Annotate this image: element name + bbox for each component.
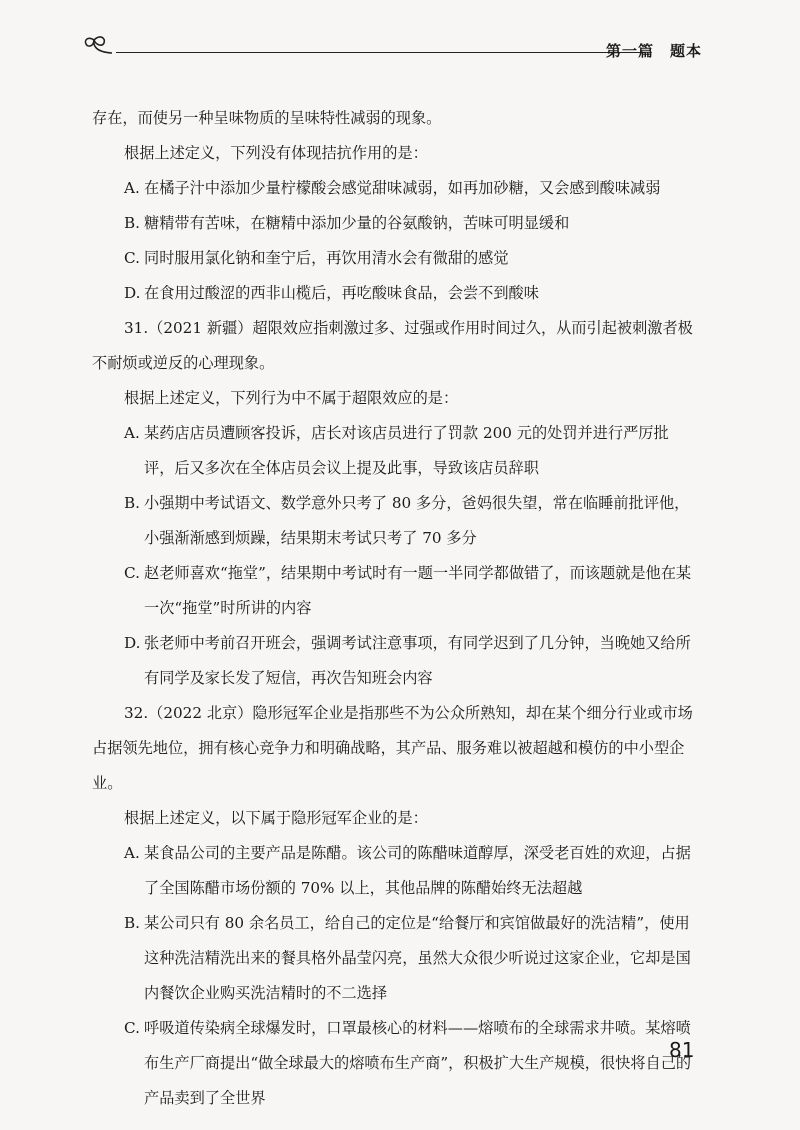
q32-prompt: 根据上述定义，以下属于隐形冠军企业的是： — [124, 809, 428, 827]
option-letter: A. — [124, 844, 140, 862]
section-title: 第一篇 题本 — [605, 42, 702, 60]
q30-prompt: 根据上述定义，下列没有体现拮抗作用的是： — [124, 144, 428, 162]
option-letter: D. — [124, 634, 141, 652]
option-text: 糖精带有苦味，在糖精中添加少量的谷氨酸钠，苦味可明显缓和 — [144, 214, 570, 232]
option-letter: B. — [124, 494, 140, 512]
option-text: 在橘子汁中添加少量柠檬酸会感觉甜味减弱，如再加砂糖，又会感到酸味减弱 — [144, 179, 661, 197]
q31-option-c — [124, 556, 696, 626]
option-text: 某公司只有 80 余名员工，给自己的定位是“给餐厅和宾馆做最好的洗洁精”，使用这种洗洁精洗出来的餐具格外晶莹闪亮，虽然大众很少听说过这家企业，它却是国内餐饮企业购买洗洁精时的不二选择 — [144, 914, 691, 1002]
option-text: 张老师中考前召开班会，强调考试注意事项，有同学迟到了几分钟，当晚她又给所有同学及家长发了短信，再次告知班会内容 — [144, 634, 691, 687]
page-content — [92, 101, 696, 1116]
option-text: 某药店店员遭顾客投诉，店长对该店员进行了罚款 200 元的处罚并进行严厉批评，后又多次在全体店员会议上提及此事，导致该店员辞职 — [144, 424, 669, 477]
q31-option-b — [124, 486, 696, 556]
option-letter: C. — [124, 564, 140, 582]
q31-option-d — [124, 626, 696, 696]
q30-option-d — [124, 276, 696, 311]
option-letter: C. — [124, 1019, 140, 1037]
q32-option-a — [124, 836, 696, 906]
option-letter: B. — [124, 214, 140, 232]
q31-prompt: 根据上述定义，下列行为中不属于超限效应的是： — [124, 389, 459, 407]
page-number: 81 — [669, 1038, 695, 1062]
q32-option-b — [124, 906, 696, 1011]
sprout-logo-icon — [82, 32, 122, 60]
option-text: 某食品公司的主要产品是陈醋。该公司的陈醋味道醇厚，深受老百姓的欢迎，占据了全国陈醋市场份额的 70% 以上，其他品牌的陈醋始终无法超越 — [144, 844, 691, 897]
option-letter: A. — [124, 424, 140, 442]
option-letter: A. — [124, 179, 140, 197]
q31-stem: 31.（2021 新疆）超限效应指刺激过多、过强或作用时间过久，从而引起被刺激者极不耐烦或逆反的心理现象。 — [92, 319, 693, 372]
option-text: 同时服用氯化钠和奎宁后，再饮用清水会有微甜的感觉 — [144, 249, 509, 267]
header-rule — [116, 52, 646, 53]
option-text: 赵老师喜欢“拖堂”，结果期中考试时有一题一半同学都做错了，而该题就是他在某一次“拖堂”时所讲的内容 — [144, 564, 692, 617]
option-text: 呼吸道传染病全球爆发时，口罩最核心的材料——熔喷布的全球需求井喷。某熔喷布生产厂商提出“做全球最大的熔喷布生产商”，积极扩大生产规模，很快将自己的产品卖到了全世界 — [144, 1019, 692, 1107]
q31-option-a — [124, 416, 696, 486]
option-letter: B. — [124, 914, 140, 932]
q31-options — [92, 416, 696, 696]
q32-options — [92, 836, 696, 1116]
q30-option-c — [124, 241, 696, 276]
q30-option-b — [124, 206, 696, 241]
option-letter: D. — [124, 284, 141, 302]
q30-continuation: 存在，而使另一种呈味物质的呈味特性减弱的现象。 — [92, 109, 442, 127]
q32-stem: 32.（2022 北京）隐形冠军企业是指那些不为公众所熟知，却在某个细分行业或市场占据领先地位，拥有核心竞争力和明确战略，其产品、服务难以被超越和模仿的中小型企业。 — [92, 704, 693, 792]
option-text: 在食用过酸涩的西非山榄后，再吃酸味食品，会尝不到酸味 — [144, 284, 539, 302]
option-text: 小强期中考试语文、数学意外只考了 80 多分，爸妈很失望，常在临睡前批评他，小强渐渐感到烦躁，结果期末考试只考了 70 多分 — [144, 494, 690, 547]
page-header — [82, 30, 702, 60]
option-letter: C. — [124, 249, 140, 267]
q30-option-a — [124, 171, 696, 206]
q32-option-c — [124, 1011, 696, 1116]
q30-options — [92, 171, 696, 311]
